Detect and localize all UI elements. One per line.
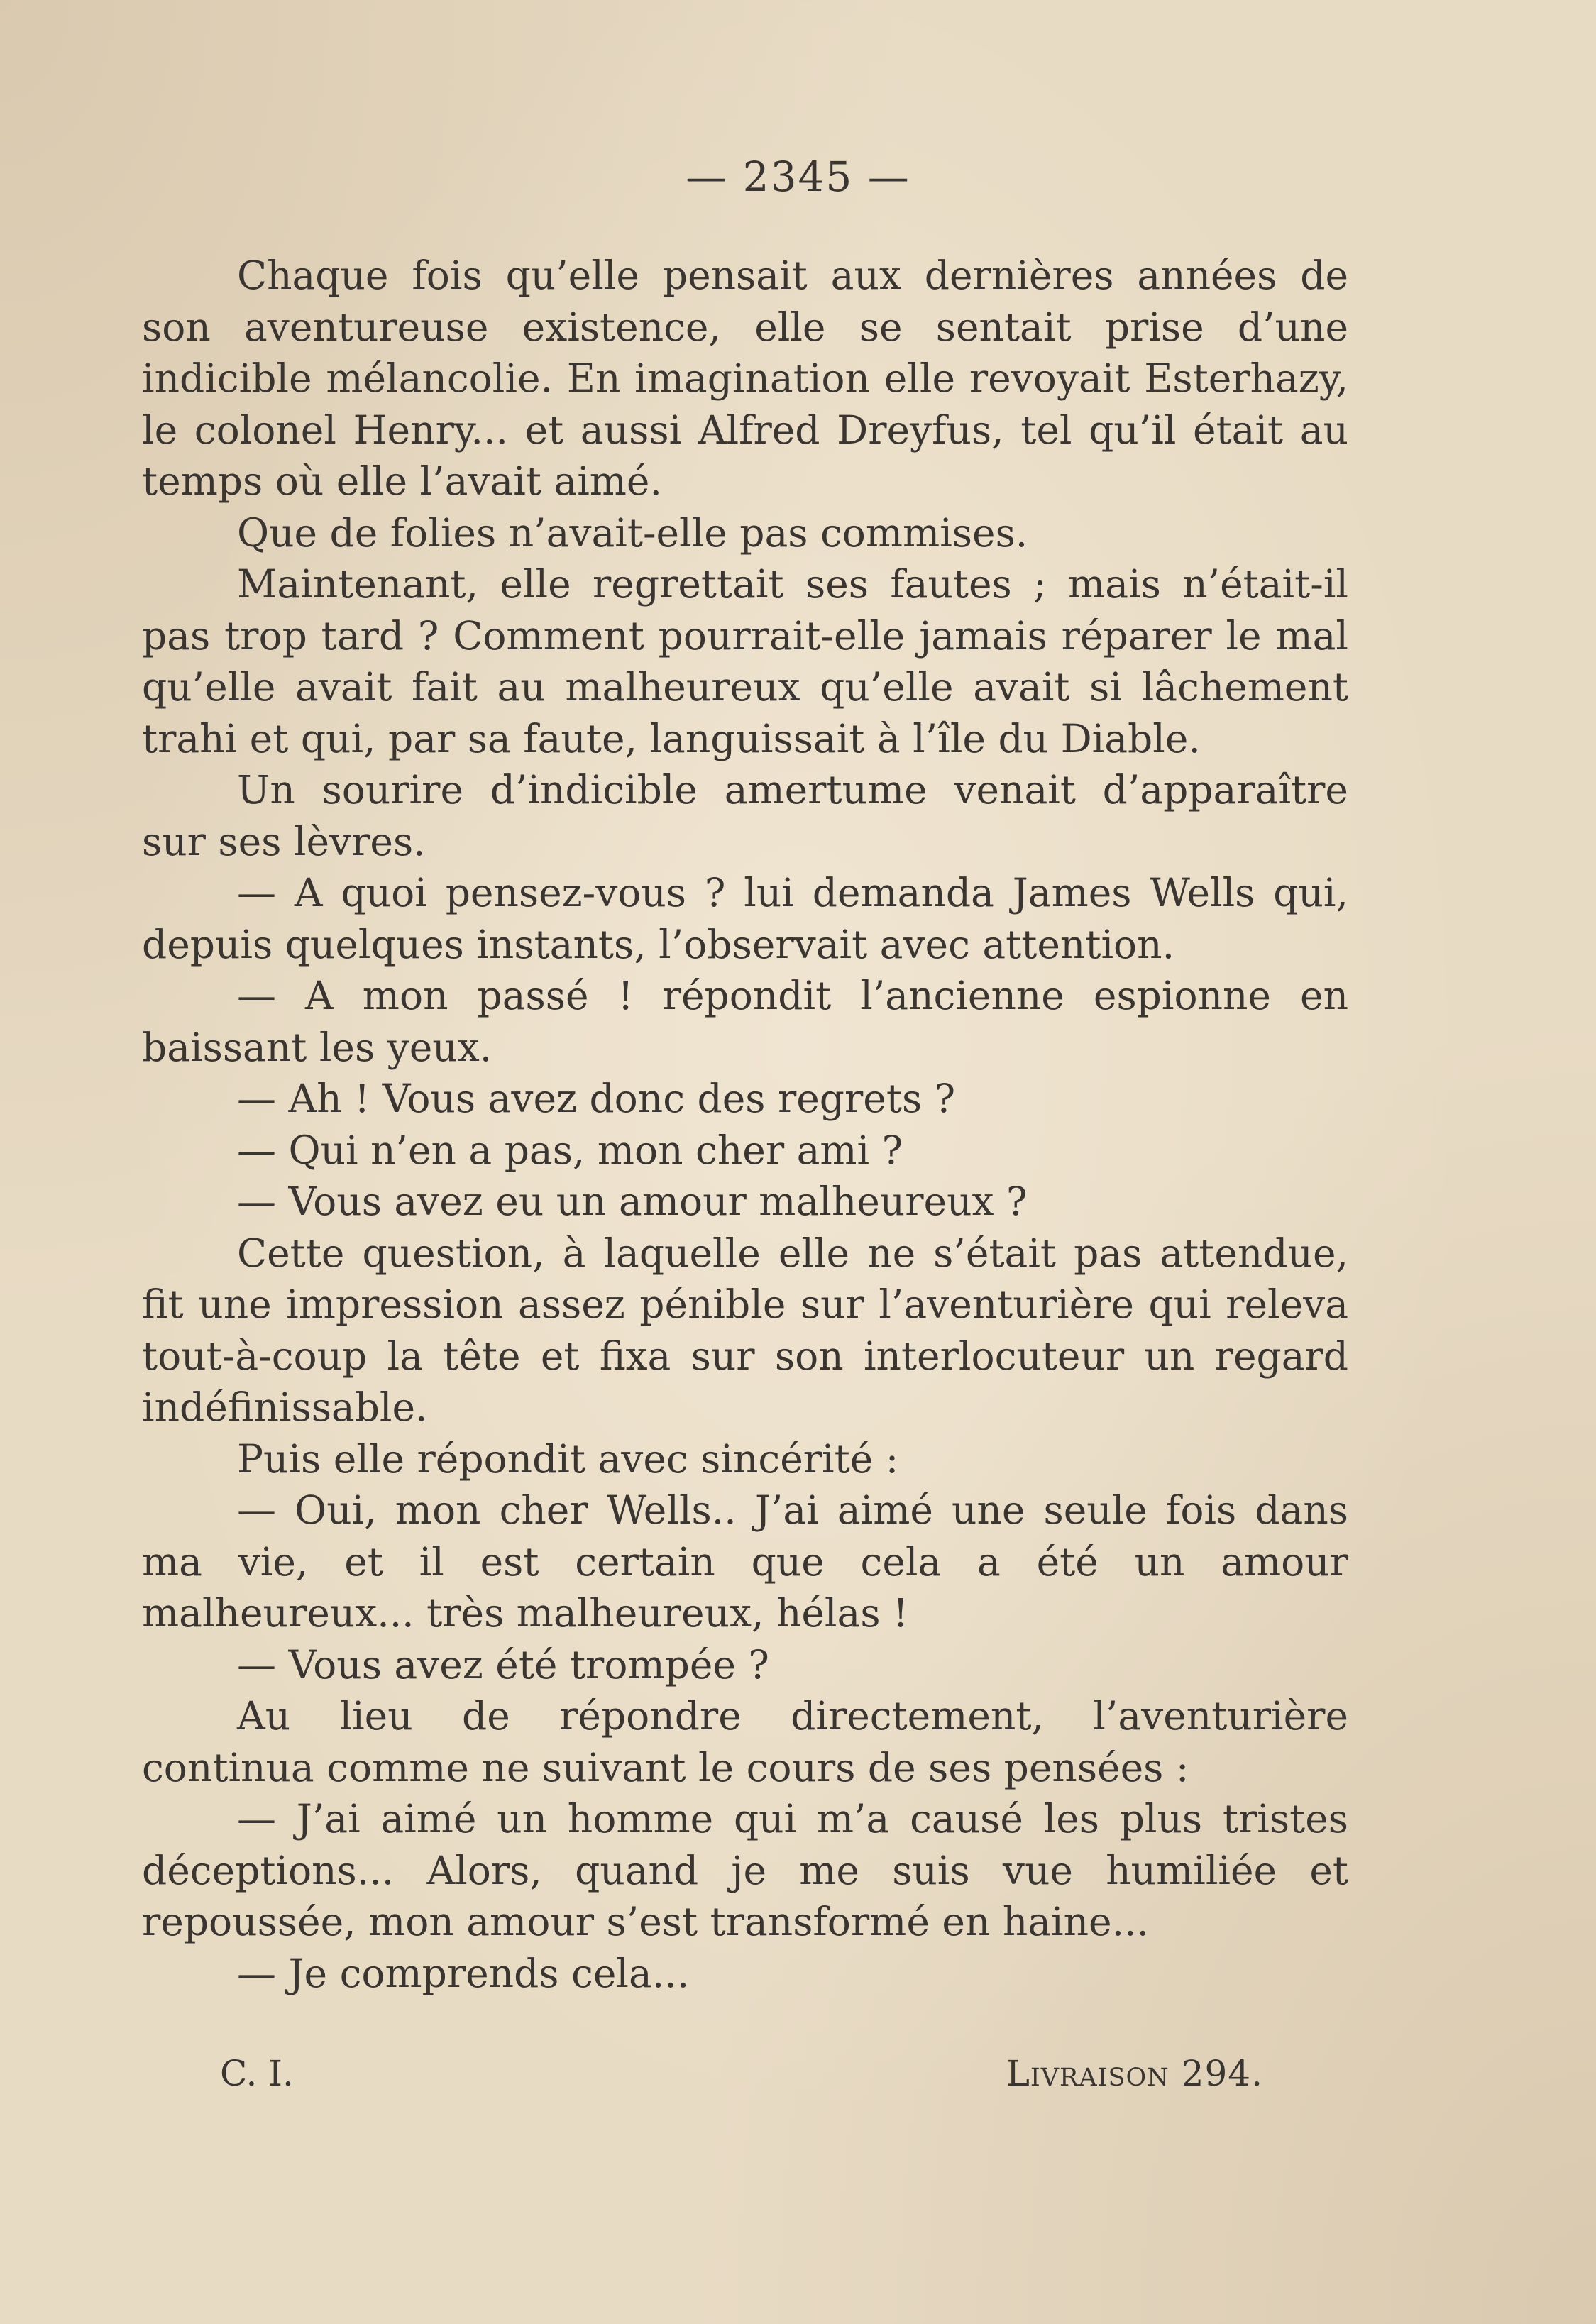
paragraph: — J’ai aimé un homme qui m’a causé les plus tristes déceptions... Alors, quand je me suis vue humiliée et repoussée, mon amour s’est transformé en haine... [142,1796,1348,1944]
paragraph: — Je comprends cela... [237,1950,690,1996]
paragraph: Chaque fois qu’elle pensait aux dernières années de son aventureuse existence, elle se sentait prise d’une indicible mélancolie. En imagination elle revoyait Esterhazy, le colonel Henry... et aussi Alfred Dreyfus, tel qu’il était au temps où elle l’avait aimé. [142,253,1348,504]
paragraph: — A quoi pensez-vous ? lui demanda James Wells qui, depuis quelques instants, l’observait avec attention. [142,870,1348,967]
footer-signature: C. I. [220,2053,294,2094]
paragraph: Un sourire d’indicible amertume venait d’apparaître sur ses lèvres. [142,767,1348,864]
paragraph: — Ah ! Vous avez donc des regrets ? [237,1076,956,1121]
paragraph: — Oui, mon cher Wells.. J’ai aimé une seule fois dans ma vie, et il est certain que cela a été un amour malheureux... très malheureux, hélas ! [142,1487,1348,1636]
page-footer [220,2053,1263,2094]
paragraph: Cette question, à laquelle elle ne s’était pas attendue, fit une impression assez pénible sur l’aventurière qui releva tout-à-coup la tête et fixa sur son interlocuteur un regard indéfinissable. [142,1230,1348,1430]
paragraph: — A mon passé ! répondit l’ancienne espionne en baissant les yeux. [142,973,1348,1070]
paragraph: Puis elle répondit avec sincérité : [237,1436,899,1482]
paragraph: Que de folies n’avait-elle pas commises. [237,510,1028,556]
page-number: — 2345 — [686,153,910,201]
paragraph: — Vous avez été trompée ? [237,1641,769,1687]
paragraph: — Vous avez eu un amour malheureux ? [237,1179,1028,1224]
paragraph: Maintenant, elle regrettait ses fautes ; mais n’était-il pas trop tard ? Comment pourrait-elle jamais réparer le mal qu’elle avait fait au malheureux qu’elle avait si lâchement trahi et qui, par sa faute, languissait à l’île du Diable. [142,561,1348,761]
paragraph: — Qui n’en a pas, mon cher ami ? [237,1127,903,1173]
body-text [142,250,1348,1999]
footer-livraison: Livraison 294. [1006,2053,1263,2094]
paragraph: Au lieu de répondre directement, l’aventurière continua comme ne suivant le cours de ses pensées : [142,1693,1348,1790]
